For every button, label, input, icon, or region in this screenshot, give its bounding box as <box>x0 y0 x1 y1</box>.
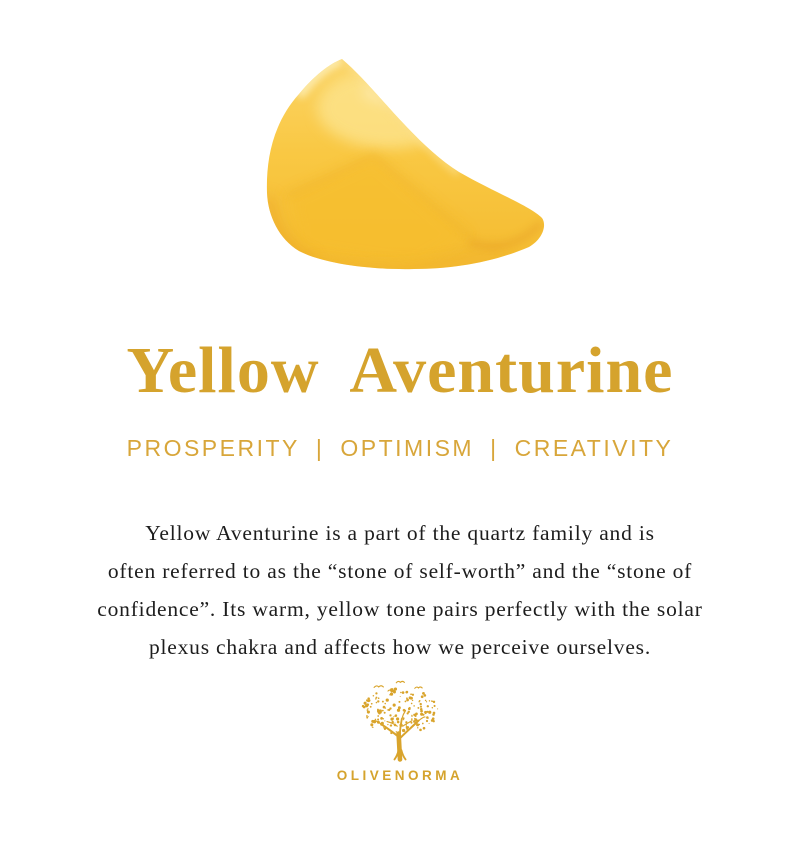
tagline-word-optimism: OPTIMISM <box>340 435 475 462</box>
description-line: Yellow Aventurine is a part of the quartz family and is <box>145 521 655 546</box>
tagline-word-prosperity: PROSPERITY <box>126 435 300 462</box>
brand-logo <box>0 680 800 783</box>
brand-name: OLIVENORMA <box>336 768 464 784</box>
product-info-card <box>0 46 800 846</box>
olive-tree-icon <box>352 680 448 765</box>
description-line: confidence”. Its warm, yellow tone pairs perfectly with the solar <box>97 597 703 622</box>
tagline-word-creativity: CREATIVITY <box>514 435 674 462</box>
tagline-separator: | <box>315 435 325 462</box>
page-title: Yellow Aventurine <box>126 334 674 407</box>
description-line: often referred to as the “stone of self-worth” and the “stone of <box>107 559 693 584</box>
tagline-separator: | <box>490 435 499 462</box>
description-line: plexus chakra and affects how we perceive ourselves. <box>148 635 652 660</box>
yellow-aventurine-stone-image <box>254 46 554 278</box>
tagline <box>0 435 800 462</box>
description <box>0 514 800 666</box>
stone-photo <box>254 46 554 278</box>
